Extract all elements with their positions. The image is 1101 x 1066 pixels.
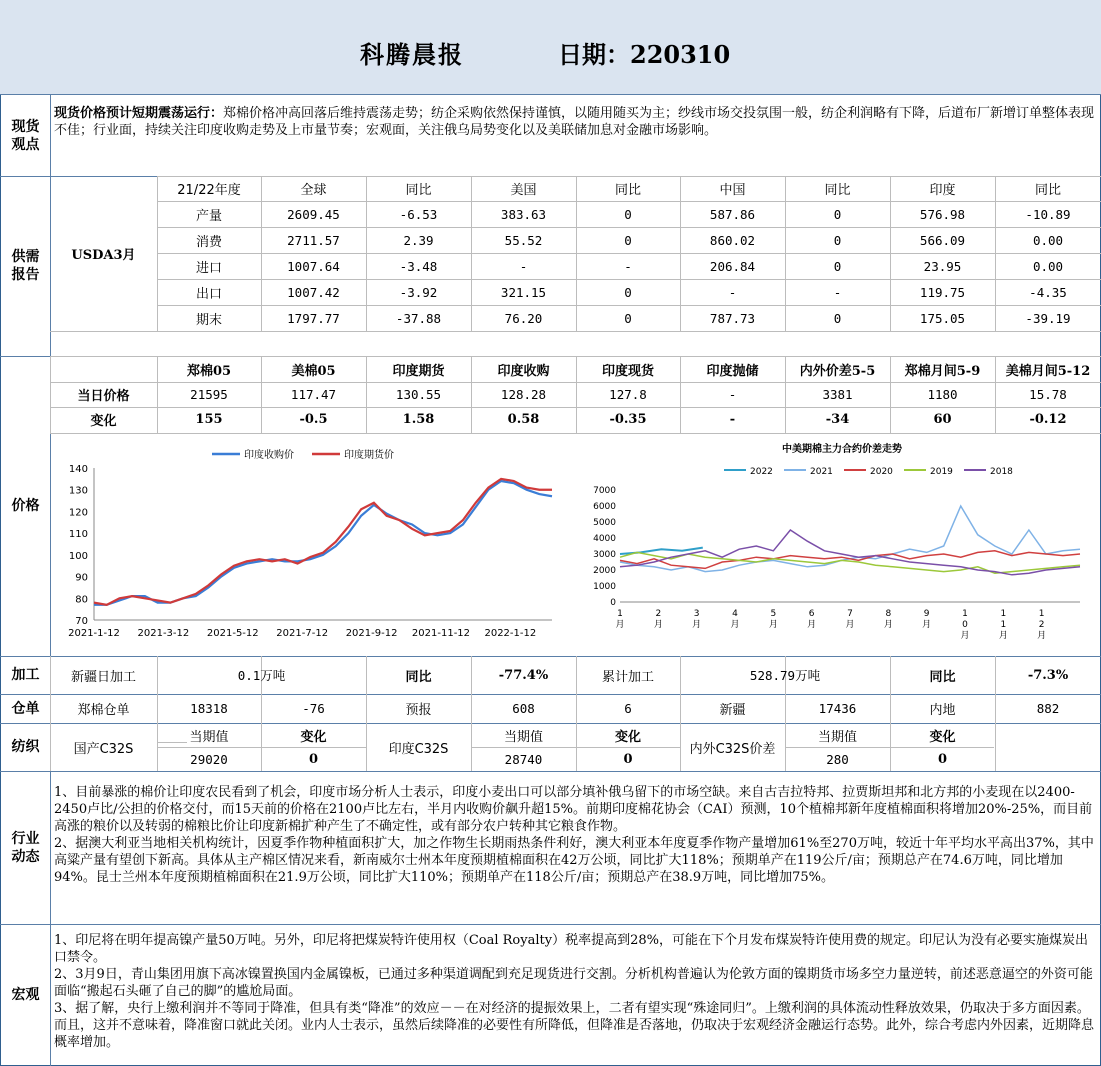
warehouse-cell: 608	[512, 701, 535, 716]
section-label-price: 价格	[1, 356, 50, 656]
process-yoy-label: 同比	[405, 669, 432, 685]
x-tick-label: 2021-11-12	[411, 628, 471, 639]
textile-cur-header: 当期值	[189, 729, 229, 745]
section-label-spot: 现货 观点	[1, 95, 50, 176]
supply-cell: -37.88	[395, 310, 442, 326]
x-tick-label: 2021-9-12	[345, 628, 398, 639]
x-tick-label: 3 月	[692, 609, 702, 630]
textile-label: 内外C32S价差	[689, 741, 776, 757]
y-tick-label: 110	[68, 529, 88, 541]
textile-chg-value: 0	[937, 751, 948, 767]
supply-cell: 119.75	[919, 284, 966, 300]
supply-header: 中国	[719, 183, 746, 198]
supply-cell: 0	[833, 232, 842, 248]
supply-header: 同比	[614, 183, 641, 198]
macro-news-item: 1、印尼将在明年提高镍产量50万吨。另外，印尼将把煤炭特许使用权（Coal Royalty）税率提高到28%，可能在下个月发布煤炭特许使用费的规定。印尼认为没有必要实施煤炭出口禁令。	[54, 933, 1088, 965]
supply-cell: 1797.77	[287, 310, 340, 326]
supply-cell: 0	[624, 206, 632, 222]
process-cum-value: 528.79万吨	[749, 668, 821, 683]
price-header: 印度收购	[497, 363, 550, 379]
supply-cell: -	[728, 284, 737, 300]
price-cell: 当日价格	[77, 389, 130, 404]
y-tick-label: 0	[610, 598, 616, 608]
supply-cell: 566.09	[919, 232, 966, 248]
supply-cell: 2.39	[403, 232, 434, 248]
y-tick-label: 5000	[593, 518, 616, 528]
y-tick-label: 70	[75, 616, 88, 627]
warehouse-cell: 17436	[818, 701, 857, 716]
y-tick-label: 1000	[593, 582, 616, 592]
warehouse-cell: 新疆	[719, 703, 746, 718]
process-value: 0.1万吨	[237, 668, 286, 683]
supply-cell: -3.48	[399, 258, 438, 274]
supply-cell: 383.63	[500, 206, 547, 222]
spot-view-text	[54, 105, 1096, 139]
price-header: 内外价差5-5	[799, 363, 876, 379]
price-cell: 1.58	[402, 412, 435, 427]
supply-cell: 206.84	[709, 258, 756, 274]
supply-cell: 55.52	[504, 232, 543, 248]
price-header: 郑棉月间5-9	[904, 363, 981, 379]
supply-cell: 期末	[195, 312, 222, 328]
supply-cell: 787.73	[709, 310, 756, 326]
supply-header: 同比	[824, 183, 851, 198]
price-cell: 128.28	[500, 387, 547, 402]
y-tick-label: 80	[75, 594, 88, 606]
supply-cell: 0.00	[1032, 258, 1064, 274]
x-tick-label: 2022-1-12	[484, 628, 537, 639]
supply-cell: -10.89	[1025, 206, 1071, 222]
x-tick-label: 4 月	[730, 609, 740, 630]
x-tick-label: 2021-5-12	[206, 628, 259, 639]
supply-cell: 587.86	[709, 206, 756, 222]
price-cell: -	[729, 412, 736, 427]
textile-chg-header: 变化	[614, 729, 641, 745]
section-label-warehouse: 仓单	[1, 694, 50, 723]
price-cell: 1180	[927, 387, 958, 402]
supply-header: 印度	[929, 183, 956, 198]
supply-header: 同比	[1034, 183, 1061, 198]
price-cell: -0.12	[1029, 412, 1067, 427]
supply-cell: 0.00	[1032, 232, 1064, 248]
price-cell: -0.35	[609, 412, 647, 427]
supply-cell: 2609.45	[287, 206, 340, 222]
warehouse-cell: 18318	[190, 701, 228, 716]
supply-cell: 23.95	[923, 258, 962, 274]
price-cell: 127.8	[609, 387, 647, 402]
legend-label: 印度收购价	[244, 450, 294, 461]
x-tick-label: 9 月	[922, 609, 932, 630]
price-cell: 变化	[90, 414, 117, 429]
warehouse-cell: -76	[302, 701, 325, 716]
process-yoy-value: -77.4%	[498, 667, 549, 683]
legend-label: 2021	[810, 467, 833, 477]
textile-cur-header: 当期值	[503, 729, 543, 745]
supply-header: 全球	[300, 183, 327, 198]
price-cell: -34	[825, 412, 850, 427]
price-cell: -0.5	[299, 412, 328, 427]
x-tick-label: 1 0 月	[960, 609, 970, 641]
series-line	[620, 530, 1080, 575]
report-title: 科腾晨报	[360, 40, 464, 69]
textile-chg-value: 0	[623, 751, 633, 767]
section-label-textile: 纺织	[1, 723, 50, 771]
supply-header: 美国	[510, 183, 537, 198]
warehouse-cell: 郑棉仓单	[77, 703, 130, 718]
price-cell: 15.78	[1029, 387, 1067, 402]
price-cell: -	[728, 387, 737, 402]
x-tick-label: 1 1 月	[998, 609, 1008, 641]
x-tick-label: 1 月	[615, 609, 625, 630]
chart-title: 中美期棉主力合约价差走势	[782, 444, 902, 455]
supply-cell: -	[624, 258, 632, 274]
x-tick-label: 2021-7-12	[276, 628, 329, 639]
textile-cur-header: 当期值	[817, 729, 857, 745]
price-header	[50, 356, 157, 382]
industry-news-item: 2、据澳大利亚当地相关机构统计，因夏季作物种植面积扩大，加之作物生长期雨热条件利好，澳大利亚本年度夏季作物产量增加61%至270万吨，较近十年平均水平高出37%，其中高粱产量有望创下新高。具体从主产棉区情况来看，新南威尔士州本年度预期植棉面积在42万公顷，同比扩大118%；预期单产在119公斤/亩；预期总产在74.6万吨，同比增加94%。昆士兰州本年度预期植棉面积在21.9万公顷，同比扩大110%；预期单产在118公斤/亩；预期总产在38.9万吨，同比增加75%。	[54, 836, 1094, 885]
grid-line	[50, 331, 157, 332]
legend-label: 2019	[930, 467, 953, 477]
supply-cell: 进口	[195, 260, 222, 276]
india-price-chart	[52, 434, 562, 652]
supply-cell: -39.19	[1025, 310, 1071, 326]
textile-cur-value: 280	[826, 751, 849, 767]
y-tick-label: 130	[68, 485, 88, 497]
textile-label: 印度C32S	[388, 741, 449, 757]
price-cell: 130.55	[395, 387, 442, 402]
legend-label: 2018	[990, 467, 1013, 477]
supply-cell: 2711.57	[287, 232, 340, 248]
x-tick-label: 2021-3-12	[137, 628, 190, 639]
sino-us-spread-chart	[592, 434, 1092, 652]
supply-cell: 0	[833, 206, 842, 222]
supply-cell: 175.05	[919, 310, 966, 326]
price-cell: 3381	[822, 387, 853, 402]
supply-cell: 0	[624, 232, 632, 248]
y-tick-label: 90	[75, 572, 88, 584]
price-header: 印度现货	[601, 363, 654, 379]
x-tick-label: 1 2 月	[1037, 609, 1047, 641]
y-tick-label: 7000	[593, 486, 616, 496]
x-tick-label: 8 月	[883, 609, 893, 630]
legend-label: 2020	[870, 467, 893, 477]
price-cell: 0.58	[507, 412, 540, 427]
warehouse-cell: 预报	[405, 703, 432, 718]
supply-source: USDA3月	[71, 248, 136, 263]
section-label-process: 加工	[1, 656, 50, 694]
warehouse-cell: 882	[1036, 701, 1060, 716]
process-cum-yoy-value: -7.3%	[1027, 667, 1069, 683]
y-tick-label: 100	[68, 550, 88, 562]
supply-cell: 0	[624, 284, 632, 300]
report-header	[0, 0, 1101, 94]
industry-news	[54, 784, 1096, 886]
section-label-macro: 宏观	[1, 924, 50, 1065]
section-label-supply: 供需 报告	[1, 176, 50, 356]
supply-cell: 出口	[195, 286, 222, 302]
x-tick-label: 7 月	[845, 609, 855, 630]
textile-chg-header: 变化	[929, 729, 956, 745]
supply-cell: 0	[833, 258, 842, 274]
price-header: 印度抛储	[706, 363, 759, 379]
y-tick-label: 120	[68, 507, 88, 519]
grid-line	[157, 331, 1101, 332]
textile-cur-value: 28740	[504, 751, 543, 767]
price-header: 美棉月间5-12	[1005, 363, 1091, 379]
report-date: 日期：220310	[558, 40, 731, 69]
price-header: 印度期货	[392, 363, 445, 379]
supply-cell: 0	[833, 310, 842, 326]
supply-cell: 76.20	[504, 310, 543, 326]
supply-cell: 1007.42	[287, 284, 340, 300]
supply-cell: 产量	[195, 208, 222, 224]
y-tick-label: 6000	[593, 502, 616, 512]
price-cell: 155	[195, 412, 223, 427]
supply-header: 同比	[405, 183, 432, 198]
y-tick-label: 2000	[593, 566, 616, 576]
supply-cell: -	[833, 284, 842, 300]
spot-view-body: 郑棉价格冲高回落后维持震荡走势；纺企采购依然保持谨慎，以随用随买为主；纱线市场交投氛围一般，纺企利润略有下降，后道布厂新增订单整体表现不佳；行业面，持续关注印度收购走势及上市量节奏；宏观面，关注俄乌局势变化以及美联储加息对金融市场影响。	[54, 106, 1095, 138]
macro-news-item: 2、3月9日，青山集团用旗下高冰镍置换国内金属镍板，已通过多种渠道调配到充足现货进行交割。分析机构普遍认为伦敦方面的镍期货市场多空力量逆转，前述恶意逼空的外资可能面临“搬起石头砸了自己的脚”的尴尬局面。	[54, 967, 1093, 999]
textile-chg-value: 0	[308, 751, 319, 767]
x-tick-label: 6 月	[807, 609, 817, 630]
spot-view-headline: 现货价格预计短期震荡运行：	[54, 106, 224, 121]
price-cell: 21595	[190, 387, 228, 402]
textile-label: 国产C32S	[73, 741, 134, 757]
price-cell: 60	[933, 412, 952, 427]
macro-news-item: 3、据了解，央行上缴利润并不等同于降准，但具有类“降准”的效应－－在对经济的提振效果上，二者有望实现“殊途同归”。上缴利润的具体流动性释放效果，仍取决于多方面因素。而且，这并不意味着，降准窗口就此关闭。业内人士表示，虽然后续降准的必要性有所降低，但降准是否落地，仍取决于宏观经济金融运行态势。此外，综合考虑内外因素，近期降息概率增加。	[54, 1001, 1095, 1050]
supply-cell: 860.02	[709, 232, 756, 248]
section-label-industry: 行业 动态	[1, 771, 50, 924]
legend-label: 2022	[750, 467, 773, 477]
industry-news-item: 1、目前暴涨的棉价让印度农民看到了机会，印度市场分析人士表示，印度小麦出口可以部分填补俄乌留下的市场空缺。来自古吉拉特邦、拉贾斯坦邦和北方邦的小麦现在以2400-2450卢比/公担的价格交付，而15天前的价格在2100卢比左右，半月内收购价飙升超15%。前期印度棉花协会（CAI）预测，10个植棉邦新年度植棉面积将增加20%-25%，而目前高涨的粮价以及转弱的棉粮比价让印度新棉扩种产生了不确定性，或有部分农户转种其它粮食作物。	[54, 785, 1093, 834]
y-tick-label: 4000	[593, 534, 616, 544]
supply-cell: 321.15	[500, 284, 547, 300]
supply-cell: 576.98	[919, 206, 966, 222]
x-tick-label: 2 月	[653, 609, 663, 630]
y-tick-label: 3000	[593, 550, 616, 560]
warehouse-cell: 6	[624, 701, 632, 716]
supply-cell: -	[519, 258, 528, 274]
supply-cell: -4.35	[1029, 284, 1067, 300]
x-tick-label: 5 月	[768, 609, 778, 630]
textile-cur-value: 29020	[190, 751, 228, 767]
supply-cell: 消费	[195, 234, 222, 250]
textile-chg-header: 变化	[300, 729, 327, 745]
process-cum-yoy-label: 同比	[929, 669, 956, 685]
supply-cell: -6.53	[399, 206, 438, 222]
supply-cell: 1007.64	[287, 258, 340, 274]
price-cell: 117.47	[290, 387, 337, 402]
process-cum-label: 累计加工	[601, 669, 654, 685]
series-line	[94, 481, 552, 605]
price-header: 郑棉05	[186, 363, 232, 379]
supply-header: 21/22年度	[177, 183, 241, 198]
supply-cell: 0	[624, 310, 632, 326]
y-tick-label: 140	[68, 464, 88, 475]
macro-news	[54, 932, 1096, 1051]
supply-cell: -3.92	[399, 284, 438, 300]
legend-label: 印度期货价	[344, 450, 394, 461]
warehouse-cell: 内地	[929, 703, 956, 718]
process-label: 新疆日加工	[70, 669, 136, 685]
x-tick-label: 2021-1-12	[68, 628, 120, 639]
price-header: 美棉05	[291, 363, 336, 379]
